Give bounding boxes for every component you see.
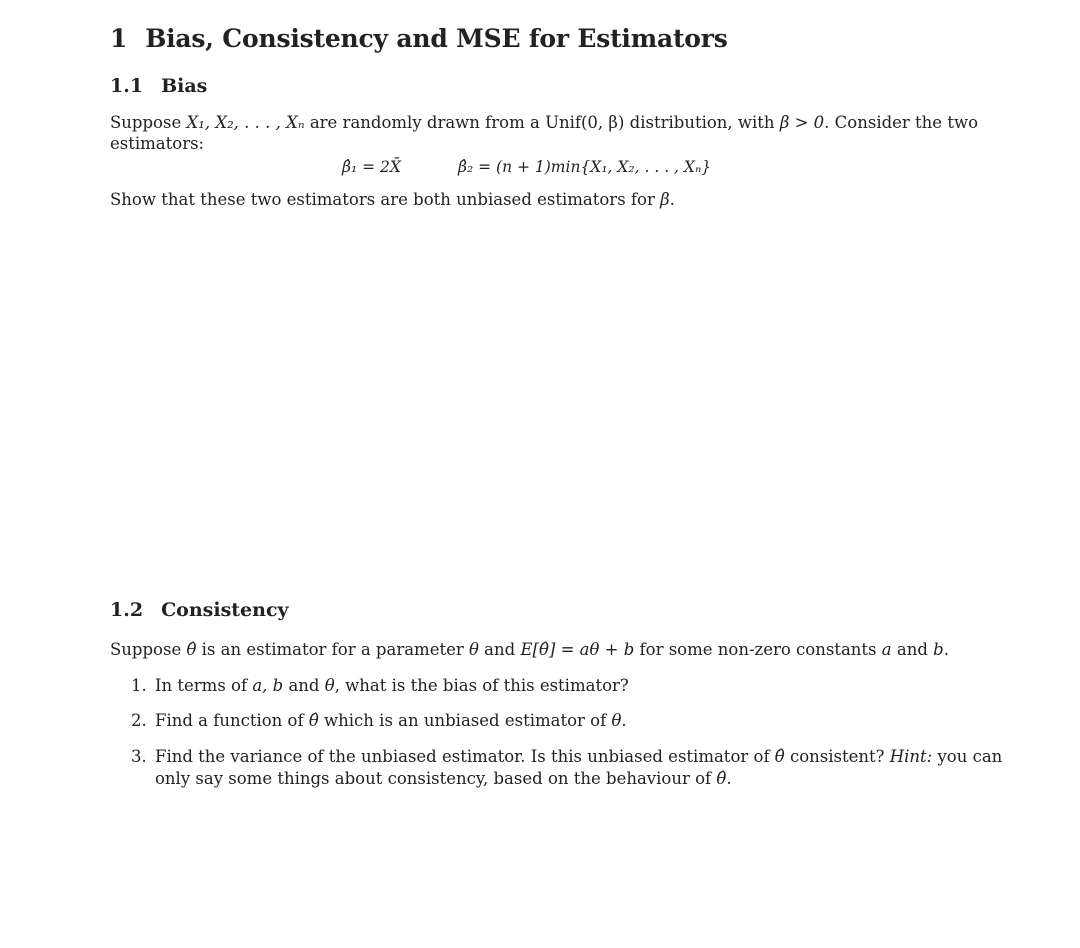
section-1-number: 1	[110, 24, 128, 53]
section-1-heading	[110, 24, 728, 53]
section-1-2-title: Consistency	[161, 599, 289, 621]
estimator-2: β̂₂ = (n + 1)min{X₁, X₂, . . . , Xₙ}	[458, 158, 712, 176]
section-1-1-heading	[110, 75, 207, 97]
list-item: 2. Find a function of θ̂ which is an unbiased estimator of θ.	[131, 711, 627, 730]
section-1-title: Bias, Consistency and MSE for Estimators	[145, 24, 728, 53]
bias-intro-line-1: Suppose X₁, X₂, . . . , Xₙ are randomly drawn from a Unif(0, β) distribution, with β > 0. Consider the two	[110, 113, 979, 132]
hint-label: Hint:	[889, 747, 933, 766]
beta-condition: β > 0	[779, 113, 825, 132]
list-item: 1. In terms of a, b and θ, what is the bias of this estimator?	[131, 676, 629, 695]
section-1-1-title: Bias	[161, 75, 208, 97]
bias-task: Show that these two estimators are both unbiased estimators for β.	[110, 190, 675, 209]
list-item-continuation: only say some things about consistency, based on the behaviour of θ̂.	[155, 769, 732, 788]
distribution: Unif(0, β)	[545, 113, 625, 132]
section-1-2-number: 1.2	[110, 599, 144, 621]
expectation-formula: E[θ̂] = aθ + b	[520, 640, 635, 659]
list-item: 3. Find the variance of the unbiased estimator. Is this unbiased estimator of θ̂ consistent? Hint: you can	[131, 747, 1003, 766]
bias-intro-line-2: estimators:	[110, 134, 205, 153]
section-1-1-number: 1.1	[110, 75, 144, 97]
sample-variables: X₁, X₂, . . . , Xₙ	[186, 113, 305, 132]
section-1-2-heading	[110, 599, 289, 621]
consistency-intro: Suppose θ̂ is an estimator for a parameter θ and E[θ̂] = aθ + b for some non-zero constants a and b.	[110, 640, 949, 659]
estimator-1: β̂₁ = 2X̄	[342, 158, 401, 176]
